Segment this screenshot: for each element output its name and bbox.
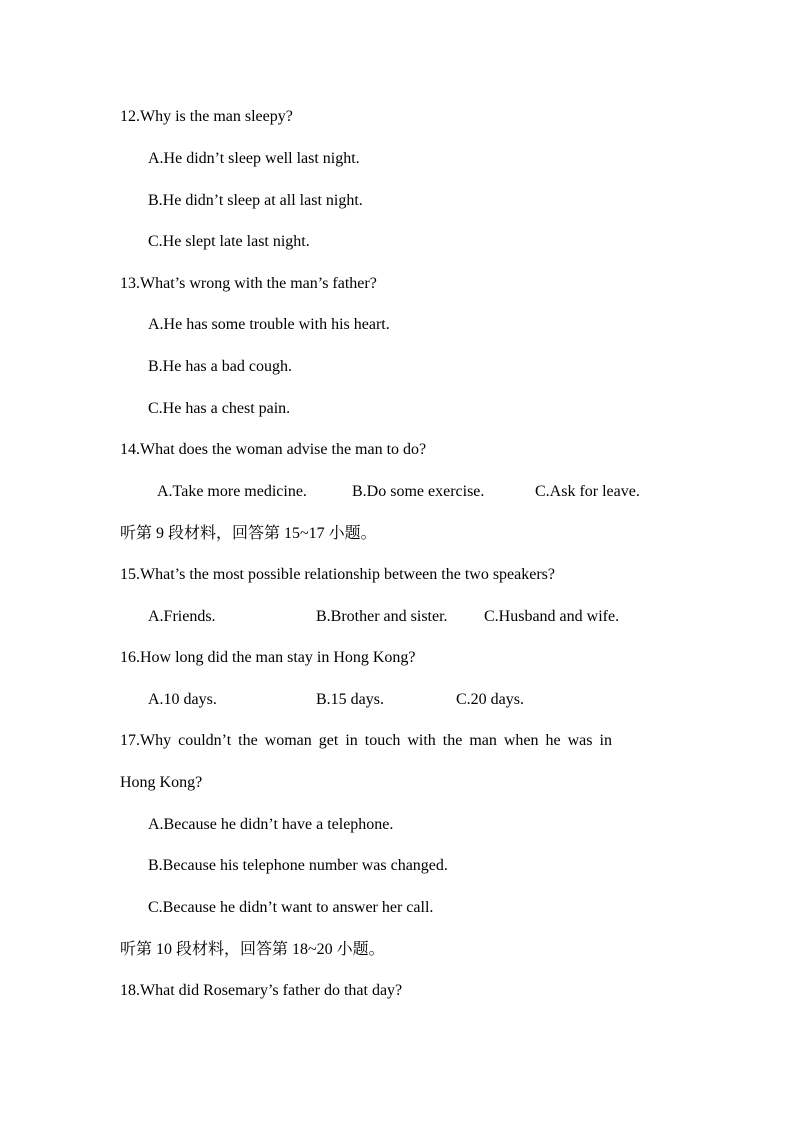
option-b: B.Because his telephone number was changed.	[148, 857, 448, 874]
options-row	[0, 607, 794, 627]
option-b: B.He didn’t sleep at all last night.	[148, 192, 363, 209]
option-a: A.Friends.	[148, 608, 216, 625]
question-text-line-1: 17.Why couldn’t the woman get in touch with the man when he was in	[120, 732, 612, 749]
option-b: B.Do some exercise.	[352, 483, 485, 500]
option-a: A.10 days.	[148, 691, 217, 708]
section-heading-9: 听第 9 段材料，回答第 15~17 小题。	[120, 525, 377, 542]
question-text: 16.How long did the man stay in Hong Kong?	[120, 649, 416, 666]
option-c: C.He slept late last night.	[148, 233, 310, 250]
option-b: B.15 days.	[316, 691, 384, 708]
option-a: A.He has some trouble with his heart.	[148, 316, 390, 333]
question-text: 12.Why is the man sleepy?	[120, 108, 293, 125]
option-a: A.He didn’t sleep well last night.	[148, 150, 360, 167]
section-heading-10: 听第 10 段材料，回答第 18~20 小题。	[120, 941, 385, 958]
option-b: B.He has a bad cough.	[148, 358, 292, 375]
question-text-line-2: Hong Kong?	[120, 774, 203, 791]
question-text: 15.What’s the most possible relationship between the two speakers?	[120, 566, 556, 583]
question-text: 13.What’s wrong with the man’s father?	[120, 275, 377, 292]
options-row	[0, 482, 794, 502]
option-c: C.20 days.	[456, 691, 524, 708]
question-text: 14.What does the woman advise the man to do?	[120, 441, 427, 458]
option-a: A.Take more medicine.	[157, 483, 307, 500]
question-text: 18.What did Rosemary’s father do that day?	[120, 982, 403, 999]
option-a: A.Because he didn’t have a telephone.	[148, 816, 394, 833]
option-c: C.Ask for leave.	[535, 483, 640, 500]
option-c: C.He has a chest pain.	[148, 400, 291, 417]
options-row	[0, 690, 794, 710]
option-b: B.Brother and sister.	[316, 608, 448, 625]
option-c: C.Husband and wife.	[484, 608, 620, 625]
option-c: C.Because he didn’t want to answer her call.	[148, 899, 434, 916]
